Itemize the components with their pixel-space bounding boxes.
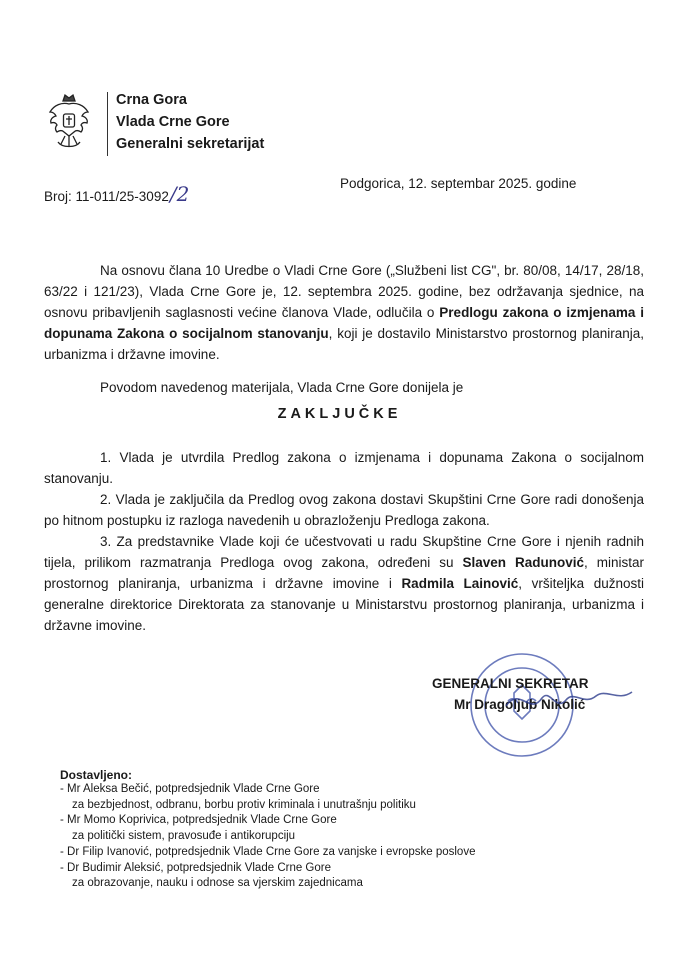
conclusions-list — [44, 447, 644, 636]
distribution-item-recipient: - Dr Filip Ivanović, potpredsjednik Vlade Crne Gore za vanjske i evropske poslove — [60, 845, 476, 858]
header-secretariat: Generalni sekretarijat — [116, 136, 265, 152]
conclusion-3-text-1: 3. Za predstavnike Vlade koji će učestvovati u radu Skupštine Crne Gore i njenih radnih tijela, prilikom razmatranja Predloga ovog zakona, određeni su — [44, 534, 644, 570]
signer-title: GENERALNI SEKRETAR — [432, 676, 589, 691]
distribution-item — [60, 861, 620, 892]
distribution-item-portfolio: za obrazovanje, nauku i odnose sa vjerskim zajednicama — [72, 877, 363, 890]
distribution-item-portfolio: za politički sistem, pravosuđe i antikorupciju — [72, 830, 296, 843]
distribution-item — [60, 813, 620, 844]
reference-number — [44, 182, 189, 206]
distribution-item-portfolio: za bezbjednost, odbranu, borbu protiv kriminala i unutrašnju politiku — [72, 798, 416, 811]
coat-of-arms-icon — [44, 92, 94, 154]
header-country: Crna Gora — [116, 92, 187, 108]
conclusion-3-text-2: , ministar prostornog planiranja, urbanizma i državne imovine i — [44, 555, 644, 591]
intro-text-2: , koji je dostavilo Ministarstvo prostornog planiranja, urbanizma i državne imovine. — [44, 326, 644, 362]
intro-bold-title: Predlogu zakona o izmjenama i dopunama Zakona o socijalnom stanovanju — [44, 305, 644, 341]
header-divider — [107, 92, 108, 156]
distribution-item — [60, 782, 620, 813]
handwritten-signature-icon — [500, 676, 640, 726]
distribution-item-recipient: - Mr Aleksa Bečić, potpredsjednik Vlade Crne Gore — [60, 783, 320, 795]
conclusion-3-name-1: Slaven Radunović — [462, 555, 585, 570]
header-government: Vlada Crne Gore — [116, 114, 230, 130]
distribution-title: Dostavljeno: — [60, 768, 133, 782]
conclusion-1: 1. Vlada je utvrdila Predlog zakona o izmjenama i dopunama Zakona o socijalnom stanovanju. — [44, 450, 644, 486]
intro-paragraph — [44, 260, 644, 365]
distribution-item-recipient: - Dr Budimir Aleksić, potpredsjednik Vlade Crne Gore — [60, 861, 332, 874]
conclusions-heading: ZAKLJUČKE — [277, 406, 402, 422]
conclusion-3-text-3: , vršiteljka dužnosti generalne direktorice Direktorata za stanovanje u Ministarstvu prostornog planiranja, urbanizma i državne imovine. — [44, 576, 644, 633]
distribution-item-recipient: - Mr Momo Koprivica, potpredsjednik Vlade Crne Gore — [60, 814, 337, 827]
signer-name: Mr Dragoljub Nikolić — [454, 697, 586, 712]
distribution-item — [60, 845, 620, 861]
povodom-line: Povodom navedenog materijala, Vlada Crne Gore donijela je — [100, 380, 464, 395]
intro-text-1: Na osnovu člana 10 Uredbe o Vladi Crne Gore („Službeni list CG", br. 80/08, 14/17, 28/18, 63/22 i 121/23), Vlada Crne Gore je, 12. septembra 2025. godine, bez održavanja sjednice, na osnovu pribavljenih saglasnosti većine članova Vlade, odlučila o — [44, 263, 644, 320]
document-date: Podgorica, 12. septembar 2025. godine — [340, 176, 577, 191]
conclusion-3 — [44, 531, 644, 636]
conclusion-3-name-2: Radmila Lainović — [401, 576, 519, 591]
handwritten-suffix: /2 — [169, 182, 190, 206]
reference-number-text: Broj: 11-011/25-3092 — [44, 189, 169, 204]
conclusion-2: 2. Vlada je zaključila da Predlog ovog zakona dostavi Skupštini Crne Gore radi donošenja po hitnom postupku iz razloga navedenih u obrazloženju Predloga zakona. — [44, 492, 644, 528]
distribution-list — [60, 782, 620, 892]
